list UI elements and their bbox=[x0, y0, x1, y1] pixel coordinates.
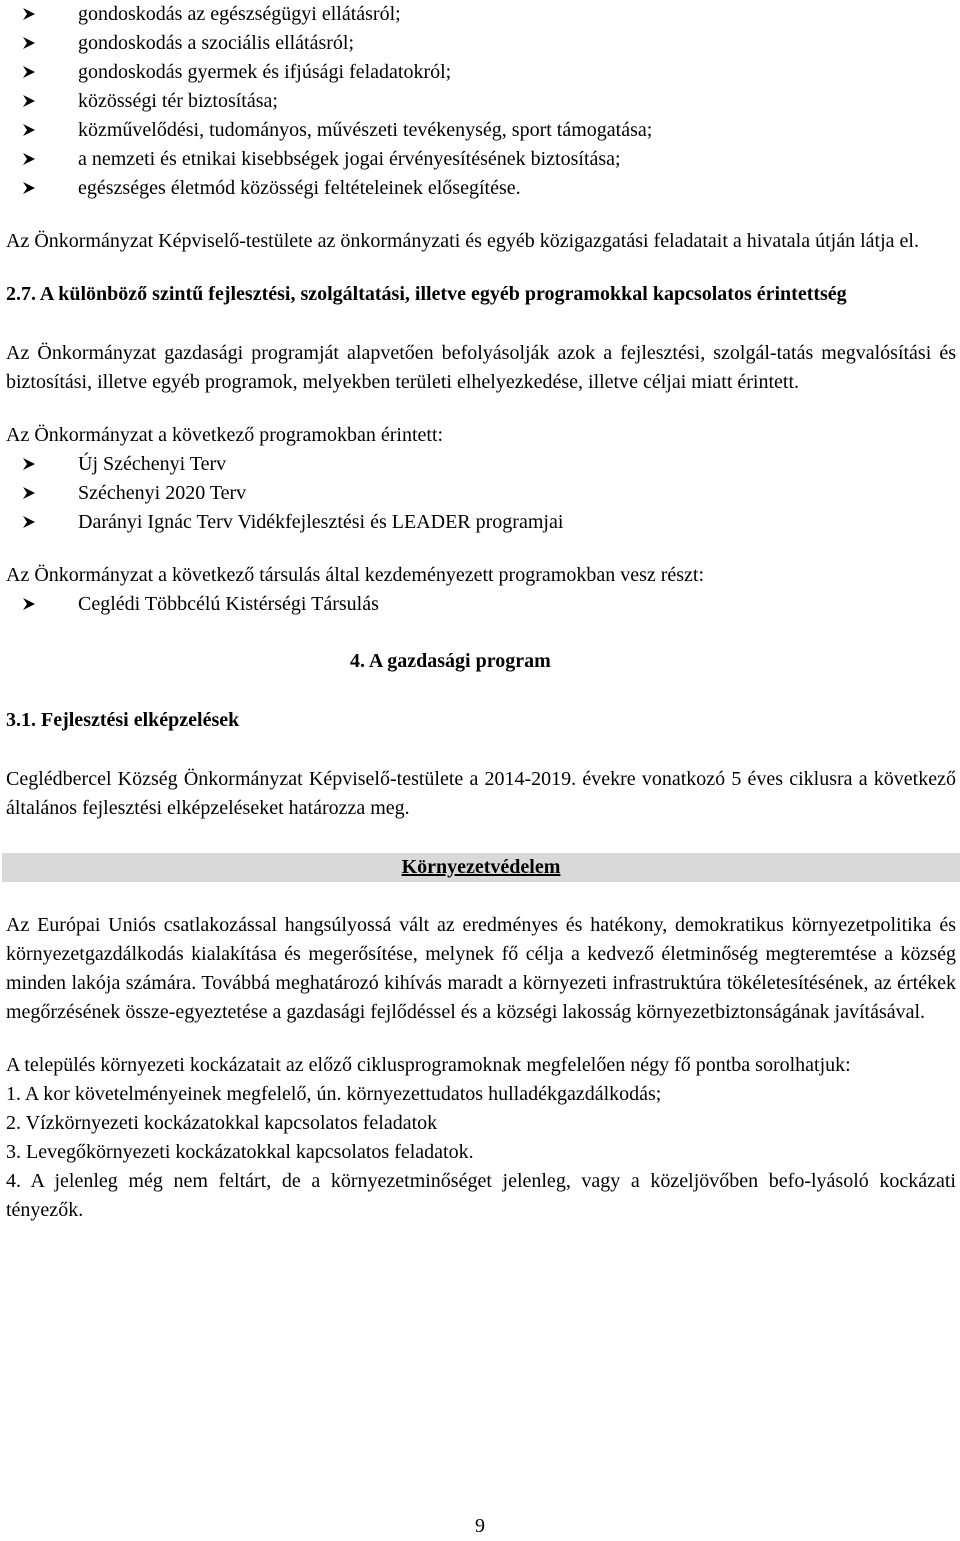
bullet-list-tasks bbox=[6, 0, 956, 203]
list-item: 2. Vízkörnyezeti kockázatokkal kapcsolatos feladatok bbox=[6, 1112, 438, 1134]
list-item: gondoskodás gyermek és ifjúsági feladatokról; bbox=[6, 58, 956, 87]
arrow-bullet-icon bbox=[10, 590, 58, 619]
arrow-bullet-icon bbox=[10, 58, 58, 87]
chapter-heading-4: 4. A gazdasági program bbox=[350, 650, 551, 672]
list-item: a nemzeti és etnikai kisebbségek jogai érvényesítésének biztosítása; bbox=[6, 145, 956, 174]
list-item: 1. A kor követelményeinek megfelelő, ún. környezettudatos hulladékgazdálkodás; bbox=[6, 1083, 662, 1105]
arrow-bullet-icon bbox=[10, 174, 58, 203]
numbered-list-risks bbox=[6, 1080, 956, 1225]
list-item: 4. A jelenleg még nem feltárt, de a környezetminőséget jelenleg, vagy a közeljövőben befo-lyásoló kockázati tényezők. bbox=[6, 1170, 956, 1221]
list-item: közművelődési, tudományos, művészeti tevékenység, sport támogatása; bbox=[6, 116, 956, 145]
list-item: Új Széchenyi Terv bbox=[6, 450, 956, 479]
heading-kornyezetvedelem: Környezetvédelem bbox=[2, 853, 960, 882]
list-item: Ceglédi Többcélú Kistérségi Társulás bbox=[6, 590, 956, 619]
list-item: gondoskodás az egészségügyi ellátásról; bbox=[6, 0, 956, 29]
document-page bbox=[6, 0, 956, 1225]
list-item: gondoskodás a szociális ellátásról; bbox=[6, 29, 956, 58]
list-item: egészséges életmód közösségi feltételeinek elősegítése. bbox=[6, 174, 956, 203]
arrow-bullet-icon bbox=[10, 116, 58, 145]
arrow-bullet-icon bbox=[10, 87, 58, 116]
paragraph-gazdasagi-program: Az Önkormányzat gazdasági programját alapvetően befolyásolják azok a fejlesztési, szolgál-tatás megvalósítási és biztosítási, illetve egyéb programok, melyekben területi elhelyezkedése, illetve céljai miatt érintett. bbox=[6, 342, 956, 393]
list-item: 3. Levegőkörnyezeti kockázatokkal kapcsolatos feladatok. bbox=[6, 1141, 474, 1163]
list-item: Széchenyi 2020 Terv bbox=[6, 479, 956, 508]
list-item: közösségi tér biztosítása; bbox=[6, 87, 956, 116]
bullet-list-programs bbox=[6, 450, 956, 537]
bullet-list-tarsulas bbox=[6, 590, 956, 619]
paragraph-eu: Az Európai Uniós csatlakozással hangsúlyossá vált az eredményes és hatékony, demokratikus környezetpolitika és környezetgazdálkodás kialakítása és megerősítése, melynek fő célja a kedvező életminőség megteremtése a község minden lakója számára. Továbbá meghatározó kihívás maradt a környezeti infrastruktúra tökéletesítésének, az értékek megőrzésének össze-egyeztetése a gazdasági fejlődéssel és a községi lakosság környezetbiztonságának javításával. bbox=[6, 914, 956, 1023]
arrow-bullet-icon bbox=[10, 29, 58, 58]
paragraph-hivatal: Az Önkormányzat Képviselő-testülete az önkormányzati és egyéb közigazgatási feladatait a hivatala útján látja el. bbox=[6, 230, 919, 252]
paragraph-programok-intro: Az Önkormányzat a következő programokban érintett: bbox=[6, 424, 444, 446]
arrow-bullet-icon bbox=[10, 479, 58, 508]
paragraph-cegledbercel: Ceglédbercel Község Önkormányzat Képviselő-testülete a 2014-2019. évekre vonatkozó 5 éves ciklusra a következő általános fejlesztési elképzeléseket határozza meg. bbox=[6, 768, 956, 819]
list-item: Darányi Ignác Terv Vidékfejlesztési és LEADER programjai bbox=[6, 508, 956, 537]
paragraph-kockazat-intro: A település környezeti kockázatait az előző ciklusprogramoknak megfelelően négy fő pontba sorolhatjuk: bbox=[6, 1054, 851, 1076]
arrow-bullet-icon bbox=[10, 0, 58, 29]
arrow-bullet-icon bbox=[10, 508, 58, 537]
section-heading-2-7: 2.7. A különböző szintű fejlesztési, szolgáltatási, illetve egyéb programokkal kapcsolatos érintettség bbox=[6, 283, 847, 305]
page-number: 9 bbox=[475, 1515, 485, 1537]
section-heading-3-1: 3.1. Fejlesztési elképzelések bbox=[6, 709, 240, 731]
arrow-bullet-icon bbox=[10, 145, 58, 174]
paragraph-tarsulas-intro: Az Önkormányzat a következő társulás által kezdeményezett programokban vesz részt: bbox=[6, 564, 705, 586]
arrow-bullet-icon bbox=[10, 450, 58, 479]
